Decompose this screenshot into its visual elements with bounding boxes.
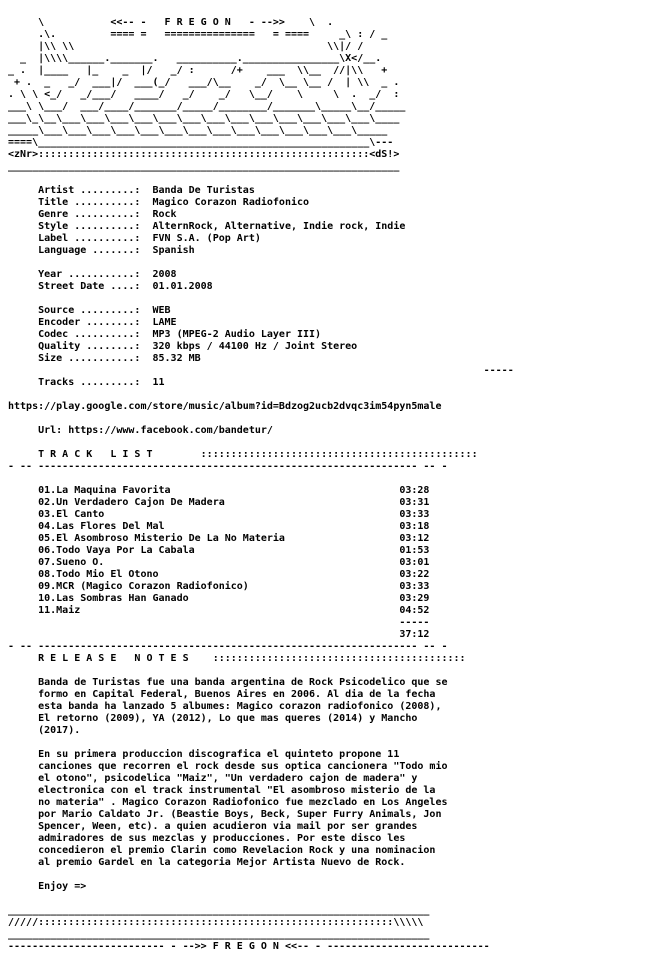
blank-line xyxy=(8,437,648,449)
track-row: 02.Un Verdadero Cajon De Madera 03:31 xyxy=(8,497,430,508)
notes-line: admiradores de sus mezclas y producciones. Por este disco les xyxy=(8,833,406,844)
notes-line: Spencer, Ween, etc). a quien acudieron via mail por ser grandes xyxy=(8,821,418,832)
ascii-banner-line: _________________________________________________________________ xyxy=(8,161,400,172)
info-row-label: Label ..........: FVN S.A. (Pop Art) xyxy=(8,233,261,244)
info-row-size: Size ...........: 85.32 MB xyxy=(8,353,201,364)
info-row-title: Title ..........: Magico Corazon Radiofonico xyxy=(8,197,310,208)
ascii-banner-line: ___\_\__\___\___\___\___\___\___\___\___\___\___\___\___\___\____ xyxy=(8,113,400,124)
info-row-language: Language .......: Spanish xyxy=(8,245,195,256)
ascii-banner-line: + . _ _/ ___|/ ___(_/ ___/\__ _/ \__ \__ / | \\ _ . xyxy=(8,77,400,88)
release-notes-heading: R E L E A S E N O T E S :::::::::::::::::::::::::::::::::::::::::: xyxy=(8,653,466,664)
divider: - -- --------------------------------------------------------------- -- - xyxy=(8,641,448,652)
footer-rule: ______________________________________________________________________ xyxy=(8,929,430,940)
info-row-genre: Genre ..........: Rock xyxy=(8,209,177,220)
notes-line: El retorno (2009), YA (2012), Lo que mas queres (2014) y Mancho xyxy=(8,713,418,724)
blank-line xyxy=(8,173,648,185)
total-rule: ----- xyxy=(8,617,430,628)
info-rule: ----- xyxy=(8,365,514,376)
ascii-banner-line: ====\_______________________________________________________\--- xyxy=(8,137,394,148)
notes-line: esta banda ha lanzado 5 albumes: Magico corazon radiofonico (2008), xyxy=(8,701,442,712)
notes-line: al premio Gardel en la categoria Mejor Artista Nuevo de Rock. xyxy=(8,857,406,868)
info-row-artist: Artist .........: Banda De Turistas xyxy=(8,185,255,196)
track-row: 06.Todo Vaya Por La Cabala 01:53 xyxy=(8,545,430,556)
track-row: 09.MCR (Magico Corazon Radiofonico) 03:33 xyxy=(8,581,430,592)
info-row-source: Source .........: WEB xyxy=(8,305,171,316)
track-row: 05.El Asombroso Misterio De La No Materia 03:12 xyxy=(8,533,430,544)
ascii-banner-line: ___\ \___/ ___/____/_______/_____/________/_______\_____\__/_____ xyxy=(8,101,406,112)
track-row: 03.El Canto 03:33 xyxy=(8,509,430,520)
blank-line xyxy=(8,893,648,905)
info-row-tracks: Tracks .........: 11 xyxy=(8,377,165,388)
footer-rule: ______________________________________________________________________ xyxy=(8,905,430,916)
ascii-banner-line: .\. ==== = =============== = ==== _\ : / _ xyxy=(8,29,388,40)
footer-colons: /////:::::::::::::::::::::::::::::::::::::::::::::::::::::::::::\\\\\ xyxy=(8,917,424,928)
info-row-quality: Quality ........: 320 kbps / 44100 Hz / Joint Stereo xyxy=(8,341,358,352)
ascii-banner-line: \ <<-- - F R E G O N - -->> \ . xyxy=(8,17,334,28)
blank-line xyxy=(8,293,648,305)
enjoy-line: Enjoy => xyxy=(8,881,87,892)
notes-line: formo en Capital Federal, Buenos Aires en 2006. Al dia de la fecha xyxy=(8,689,436,700)
facebook-link: Url: https://www.facebook.com/bandetur/ xyxy=(8,425,273,436)
notes-line: por Mario Caldato Jr. (Beastie Boys, Beck, Super Furry Animals, Jon xyxy=(8,809,442,820)
info-row-street_date: Street Date ....: 01.01.2008 xyxy=(8,281,213,292)
ascii-banner-line: . \ \ <_/ _/___/ ____/ _/ _/ \__/ \ \ . _/ : xyxy=(8,89,400,100)
notes-line: no materia" . Magico Corazon Radiofonico fue mezclado en Los Angeles xyxy=(8,797,448,808)
info-row-encoder: Encoder ........: LAME xyxy=(8,317,177,328)
blank-line xyxy=(8,389,648,401)
notes-line: concedieron el premio Clarin como Revelacion Rock y una nominacion xyxy=(8,845,436,856)
notes-line: canciones que recorren el rock desde sus optica cancionera "Todo mio xyxy=(8,761,448,772)
ascii-banner-line: _____\___\___\___\___\___\___\___\___\___\___\___\___\___\_____ xyxy=(8,125,388,136)
tracklist-heading: T R A C K L I S T :::::::::::::::::::::::::::::::::::::::::::::: xyxy=(8,449,478,460)
total-time: 37:12 xyxy=(8,629,430,640)
info-row-style: Style ..........: AlternRock, Alternative, Indie rock, Indie xyxy=(8,221,406,232)
notes-line: el otono", psicodelica "Maiz", "Un verdadero cajon de madera" y xyxy=(8,773,418,784)
blank-line xyxy=(8,257,648,269)
blank-line xyxy=(8,413,648,425)
ascii-banner-line: _ . |____ |_ _ |/ _/ : /+ ___ \\__ //|\\ + xyxy=(8,65,388,76)
google-play-link: https://play.google.com/store/music/album?id=Bdzog2ucb2dvqc3im54pyn5male xyxy=(8,401,442,412)
notes-line: Banda de Turistas fue una banda argentina de Rock Psicodelico que se xyxy=(8,677,448,688)
footer-signature: -------------------------- - -->> F R E G O N <<-- - --------------------------- xyxy=(8,941,490,952)
track-row: 07.Sueno O. 03:01 xyxy=(8,557,430,568)
notes-line: En su primera produccion discografica el quinteto propone 11 xyxy=(8,749,400,760)
notes-line: electronica con el track instrumental "El asombroso misterio de la xyxy=(8,785,436,796)
notes-line: (2017). xyxy=(8,725,81,736)
blank-line xyxy=(8,473,648,485)
blank-line xyxy=(8,869,648,881)
ascii-banner-line: |\\ \\ \\|/ / xyxy=(8,41,364,52)
ascii-banner-line: _ |\\\\______._______. __________.________________\X</__. xyxy=(8,53,382,64)
track-row: 04.Las Flores Del Mal 03:18 xyxy=(8,521,430,532)
divider: - -- --------------------------------------------------------------- -- - xyxy=(8,461,448,472)
blank-line xyxy=(8,665,648,677)
track-row: 10.Las Sombras Han Ganado 03:29 xyxy=(8,593,430,604)
track-row: 11.Maiz 04:52 xyxy=(8,605,430,616)
ascii-banner-line: <zNr>:::::::::::::::::::::::::::::::::::::::::::::::::::::::<dS!> xyxy=(8,149,400,160)
track-row: 01.La Maquina Favorita 03:28 xyxy=(8,485,430,496)
track-row: 08.Todo Mio El Otono 03:22 xyxy=(8,569,430,580)
info-row-codec: Codec ..........: MP3 (MPEG-2 Audio Layer III) xyxy=(8,329,322,340)
info-row-year: Year ...........: 2008 xyxy=(8,269,177,280)
blank-line xyxy=(8,737,648,749)
